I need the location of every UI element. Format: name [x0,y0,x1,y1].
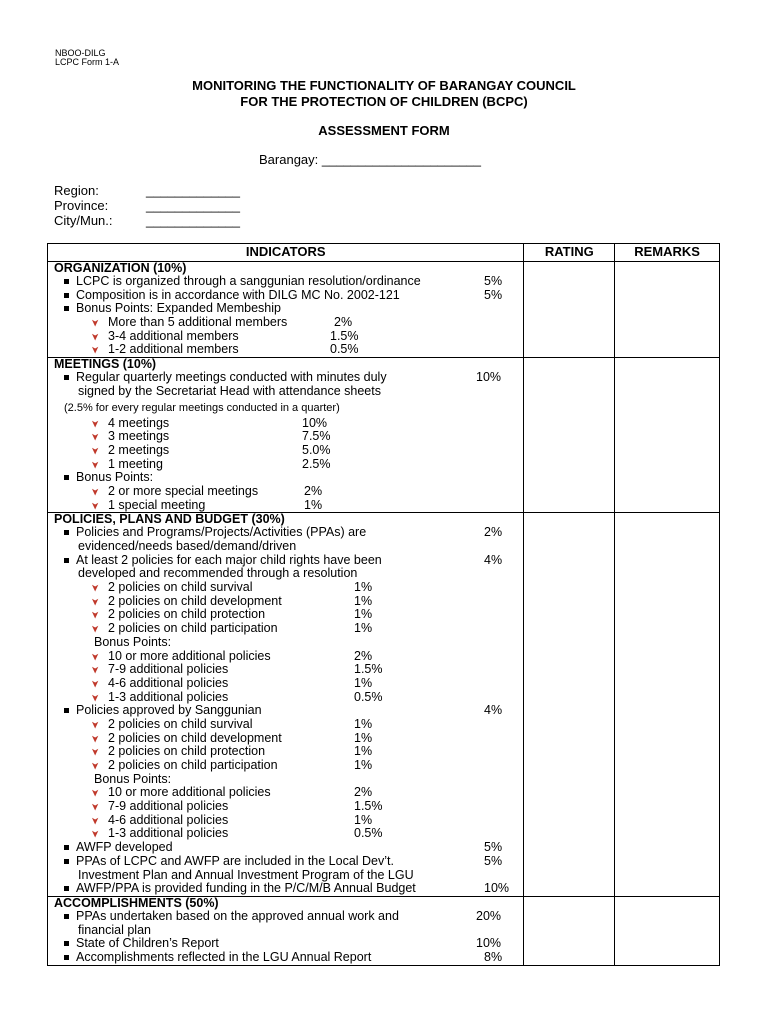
indicator-item: LCPC is organized through a sanggunian resolution/ordinance 5% [54,275,523,289]
weight: 5% [484,287,503,302]
weight: 2% [304,483,323,498]
remarks-cell[interactable] [615,513,720,897]
weight: 1% [354,580,373,595]
indicator-item-continued: financial plan [78,922,151,937]
weight: 1% [354,730,373,745]
weight: 2.5% [302,456,331,471]
header-rating: RATING [524,244,615,262]
sub-item: ➤ 2 policies on child participation 1% [54,759,523,773]
weight: 0.5% [354,689,383,704]
weight: 4% [484,703,503,718]
weight: 5.0% [302,442,331,457]
weight: 5% [484,853,503,868]
indicator-item: AWFP developed 5% [54,841,523,855]
sub-item: ➤ 4 meetings 10% [54,417,523,431]
weight: 1.5% [330,328,359,343]
rating-cell[interactable] [524,262,615,358]
weight: 20% [476,908,502,923]
sub-item: ➤ 1 meeting 2.5% [54,458,523,472]
section-meetings [48,358,720,513]
remarks-cell[interactable] [615,896,720,965]
indicator-item: Composition is in accordance with DILG MC No. 2002-121 5% [54,289,523,303]
city-field[interactable]: _____________ [146,213,240,228]
sub-item: ➤ 10 or more additional policies 2% [54,650,523,664]
section-title: ORGANIZATION (10%) [54,261,187,275]
indicators-cell [48,262,524,358]
sub-item: ➤ 2 policies on child protection 1% [54,608,523,622]
sub-item: ➤ 3 meetings 7.5% [54,430,523,444]
indicator-item-continued: evidenced/needs based/demand/driven [78,539,297,553]
weight: 10% [484,881,510,896]
header-remarks: REMARKS [615,244,720,262]
indicators-cell [48,358,524,513]
header-indicators: INDICATORS [48,244,524,262]
section-title: ACCOMPLISHMENTS (50%) [54,895,219,910]
sub-item: ➤ 2 policies on child development 1% [54,732,523,746]
weight: 1% [354,593,373,608]
remarks-cell[interactable] [615,262,720,358]
indicator-item-continued: developed and recommended through a resolution [78,566,358,581]
sub-item: ➤ 4-6 additional policies 1% [54,677,523,691]
weight: 1% [304,497,323,512]
weight: 1.5% [354,799,383,814]
indicator-item-continued: Investment Plan and Annual Investment Program of the LGU [78,867,414,882]
region-field[interactable]: _____________ [146,183,240,198]
sub-item: ➤ 1 special meeting 1% [54,499,523,513]
sub-item: ➤ More than 5 additional members 2% [54,316,523,330]
sub-item: ➤ 4-6 additional policies 1% [54,814,523,828]
sub-item: ➤ 3-4 additional members 1.5% [54,330,523,344]
weight: 1% [354,744,373,759]
indicator-item: Policies approved by Sanggunian 4% [54,704,523,718]
indicator-item: Bonus Points: Expanded Membeship [54,302,523,316]
weight: 0.5% [354,826,383,841]
indicator-item: Policies and Programs/Projects/Activities (PPAs) are 2% [54,526,523,540]
barangay-field[interactable]: Barangay: ______________________ [259,152,481,167]
form-code-number: LCPC Form 1-A [55,57,120,67]
province-field[interactable]: _____________ [146,198,240,213]
rating-cell[interactable] [524,896,615,965]
sub-item: ➤ 2 policies on child participation 1% [54,622,523,636]
sub-item: ➤ 1-3 additional policies 0.5% [54,691,523,705]
indicator-item: Bonus Points: [54,471,523,485]
sub-item: ➤ 2 policies on child development 1% [54,595,523,609]
sub-item: ➤ 2 policies on child survival 1% [54,581,523,595]
assessment-table [47,243,720,966]
indicators-cell [48,513,524,897]
sub-item: ➤ 10 or more additional policies 2% [54,786,523,800]
city-label: City/Mun.: [54,213,113,228]
form-name: ASSESSMENT FORM [318,123,450,138]
weight: 10% [476,370,502,385]
weight: 1% [354,621,373,636]
title-line-2: FOR THE PROTECTION OF CHILDREN (BCPC) [240,94,528,109]
bonus-label: Bonus Points: [94,634,172,649]
indicator-item: PPAs of LCPC and AWFP are included in the Local Dev’t. 5% [54,855,523,869]
indicator-item: At least 2 policies for each major child rights have been 4% [54,554,523,568]
weight: 1.5% [354,662,383,677]
sub-item: ➤ 7-9 additional policies 1.5% [54,800,523,814]
section-policies [48,513,720,897]
sub-item: ➤ 7-9 additional policies 1.5% [54,663,523,677]
weight: 7.5% [302,429,331,444]
weight: 1% [354,758,373,772]
region-label: Region: [54,183,99,198]
remarks-cell[interactable] [615,358,720,513]
weight: 4% [484,552,503,567]
province-label: Province: [54,198,109,213]
weight: 8% [484,949,503,964]
weight: 1% [354,716,373,731]
bonus-label: Bonus Points: [94,771,172,786]
rating-cell[interactable] [524,513,615,897]
indicator-item-continued: signed by the Secretariat Head with attendance sheets [78,383,381,398]
sub-item: ➤ 1-2 additional members 0.5% [54,343,523,357]
sub-item: ➤ 2 policies on child survival 1% [54,718,523,732]
meetings-note: (2.5% for every regular meetings conducted in a quarter) [64,401,340,414]
section-title: MEETINGS (10%) [54,357,157,372]
weight: 1% [354,607,373,622]
indicators-cell [48,896,524,965]
weight: 10% [302,415,328,430]
weight: 0.5% [330,342,359,357]
indicator-item: Accomplishments reflected in the LGU Annual Report 8% [54,951,523,965]
sub-item: ➤ 2 or more special meetings 2% [54,485,523,499]
title-line-1: MONITORING THE FUNCTIONALITY OF BARANGAY COUNCIL [192,78,576,93]
rating-cell[interactable] [524,358,615,513]
weight: 1% [354,812,373,827]
sub-item: ➤ 2 policies on child protection 1% [54,745,523,759]
table-header-row [48,244,720,262]
weight: 5% [484,274,503,288]
indicator-item: PPAs undertaken based on the approved annual work and 20% [54,910,523,924]
section-accomplishments [48,896,720,965]
weight: 1% [354,675,373,690]
weight: 2% [484,525,503,540]
indicator-item: AWFP/PPA is provided funding in the P/C/M/B Annual Budget 10% [54,882,523,896]
form-code-agency: NBOO-DILG [55,48,106,58]
sub-item: ➤ 1-3 additional policies 0.5% [54,827,523,841]
weight: 2% [354,648,373,663]
weight: 10% [476,936,502,951]
section-title: POLICIES, PLANS AND BUDGET (30%) [54,512,285,527]
weight: 2% [354,785,373,800]
sub-item: ➤ 2 meetings 5.0% [54,444,523,458]
weight: 2% [334,315,353,330]
indicator-item: Regular quarterly meetings conducted with minutes duly 10% [54,371,523,385]
section-organization [48,262,720,358]
indicator-item: State of Children’s Report 10% [54,937,523,951]
weight: 5% [484,840,503,855]
